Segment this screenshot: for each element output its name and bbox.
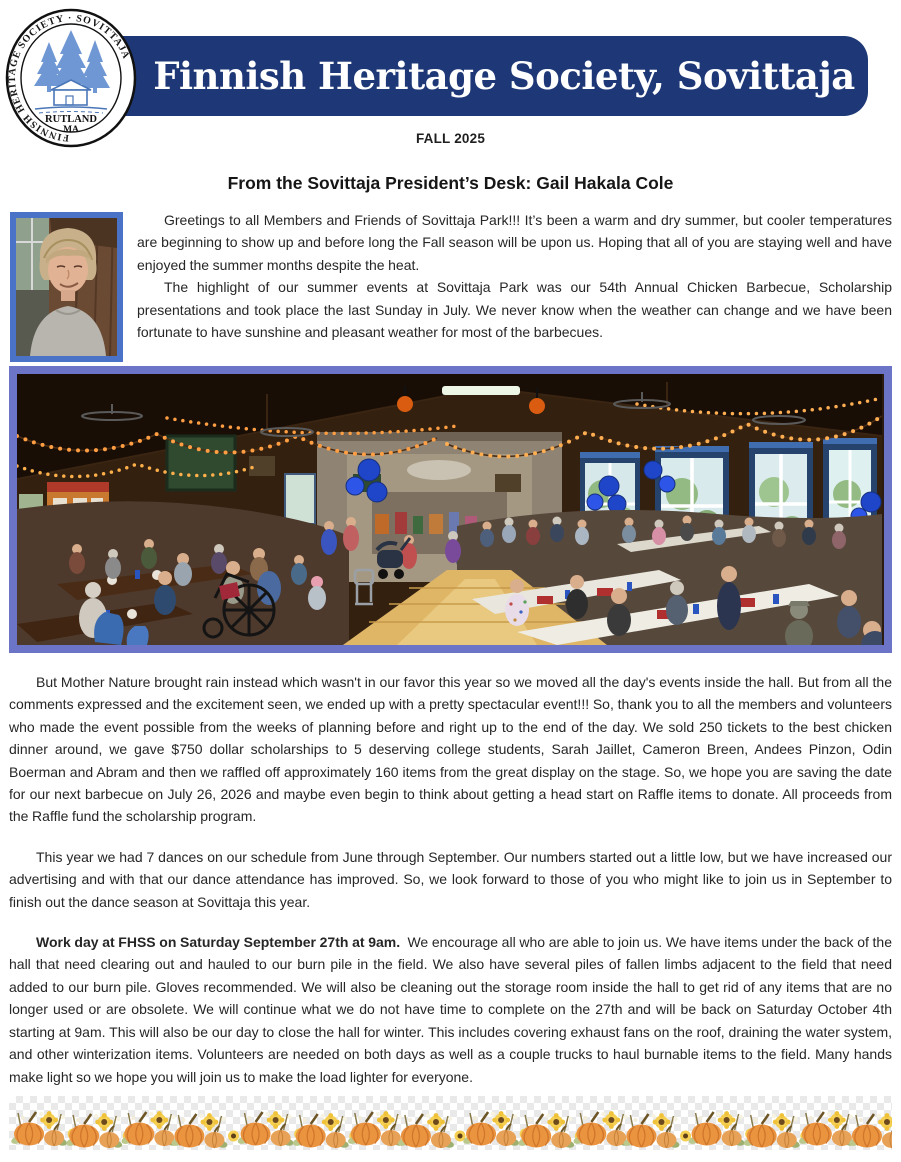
- seal-town-text: RUTLAND: [45, 114, 97, 125]
- seal-icon: [5, 8, 137, 148]
- issue-label: FALL 2025: [415, 131, 486, 146]
- portrait-image: [16, 218, 117, 356]
- barbecue-hall-photo: [9, 366, 892, 653]
- banner-title: Finnish Heritage Society, Sovittaja: [153, 54, 855, 98]
- hall-photo-image: [17, 374, 882, 645]
- article-body: [0, 209, 901, 1088]
- seal-state-text: MA: [63, 125, 79, 135]
- pumpkin-sunflower-border-icon: [9, 1096, 892, 1150]
- paragraph-work-day: [9, 931, 892, 1088]
- work-day-rest: We encourage all who are able to join us. We have items under the back of the hall that need clearing out and hauled to our burn pile in the field. We also have several piles of fallen limbs adjacent to the field that need added to our burn pile. Gloves recommended. We will also be cleaning out the storage room inside the hall to get rid of any items that are no longer used or are obsolete. We will continue what we do not have time to complete on the 27th and will be back on Saturday October 4th starting at 9am. This will also be our day to close the hall for winter. This includes covering exhaust fans on the roof, draining the water system, and other winterization items. Volunteers are needed on both days as well as a couple trucks to haul burnable items to the field. Many hands make light so we hope you will join us to make the load lighter for everyone.: [9, 934, 892, 1085]
- paragraph-greetings: Greetings to all Members and Friends of Sovittaja Park!!! It’s been a warm and dry summer, but cooler temperatures are beginning to show up and before long the Fall season will be upon us. Hoping that all of you are staying well and have enjoyed the summer months despite the heat.: [137, 212, 892, 273]
- paragraph-barbecue-highlight: The highlight of our summer events at Sovittaja Park was our 54th Annual Chicken Barbecue, Scholarship presentations and took place the last Sunday in July. We never know when the weather can change and we have been fortunate to have sunshine and pleasant weather for most of the barbecues.: [137, 279, 892, 341]
- paragraph-rain-event: But Mother Nature brought rain instead which wasn't in our favor this year so we moved all the day's events inside the hall. But from all the comments expressed and the excitement seen, we ended up with a pretty spectacular event!!! So, thank you to all the members and volunteers who made the event possible from the weeks of planning before and right up to the end of the day. We sold 250 tickets to the best chicken dinner around, we gave $750 dollar scholarships to 5 deserving college students, Sarah Jaillet, Cameron Breen, Andees Pinzon, Odin Boerman and Abram and then we raffled off approximately 160 items from the great display on the stage. So, we hope you are saving the date for our next barbecue on July 26, 2026 and maybe even begin to think about getting a head start on Raffle items to donate. All proceeds from the Raffle fund the scholarship program.: [9, 674, 892, 825]
- article-heading: From the Sovittaja President’s Desk: Gail Hakala Cole: [227, 173, 674, 193]
- autumn-border-decoration: [9, 1096, 892, 1150]
- work-day-lead: Work day at FHSS on Saturday September 27th at 9am.: [36, 934, 401, 951]
- masthead-banner: [78, 36, 868, 116]
- society-seal-logo: [5, 8, 137, 148]
- paragraph-dances: This year we had 7 dances on our schedule from June through September. Our numbers started out a little low, but we have increased our advertising and with that our dance attendance has improved. So, we look forward to those of you who might like to join us in September to finish out the dance season at Sovittaja this year.: [9, 848, 892, 910]
- seal-arc-text: FINNISH HERITAGE SOCIETY · SOVITTAJA: [6, 12, 132, 144]
- president-portrait-photo: [10, 212, 123, 362]
